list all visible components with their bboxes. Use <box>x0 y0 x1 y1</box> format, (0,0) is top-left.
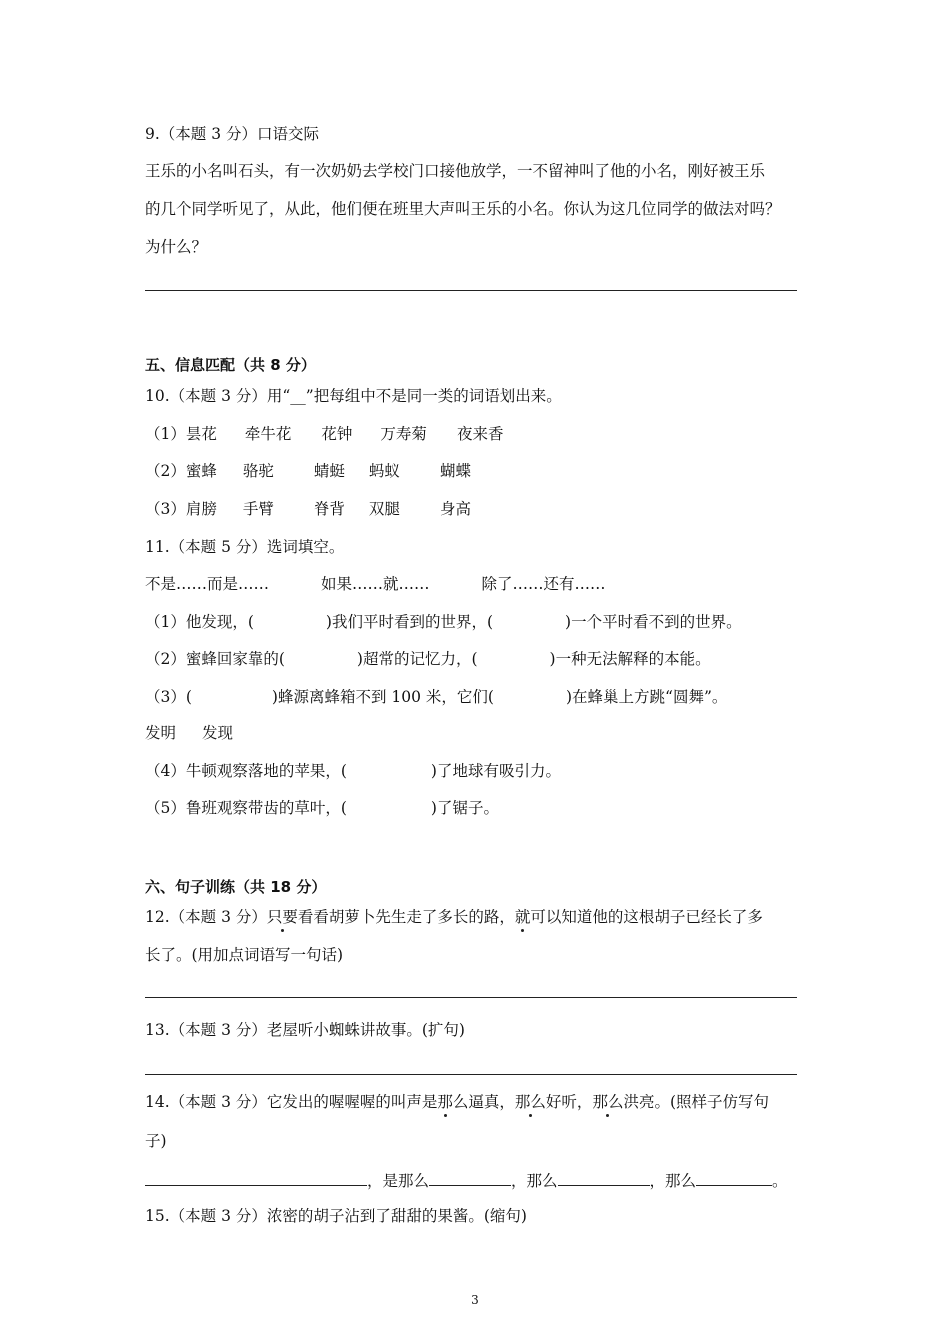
text: )蜂源离蜂箱不到 100 米，它们( <box>271 688 494 706</box>
text: 就 <box>514 908 531 926</box>
q11-word-options <box>145 574 606 594</box>
text: （3）( <box>145 688 192 706</box>
text: 。 <box>772 1172 788 1190</box>
text: （4）牛顿观察落地的苹果，( <box>145 762 347 780</box>
q10-group-1 <box>145 424 503 444</box>
text: （5）鲁班观察带齿的草叶，( <box>145 799 347 817</box>
q14-fill-line <box>145 1169 788 1191</box>
q12-line1 <box>145 907 763 927</box>
word[interactable]: 蜜蜂 <box>185 462 217 480</box>
fill-blank[interactable] <box>558 1169 650 1186</box>
section6-heading: 六、句子训练（共 18 分） <box>145 878 327 896</box>
option: 如果……就…… <box>321 575 430 593</box>
text: 逼真， <box>468 1093 515 1111</box>
fill-blank[interactable] <box>696 1169 772 1186</box>
text: ，那么 <box>511 1172 558 1190</box>
text: )我们平时看到的世界，( <box>325 613 494 631</box>
option: 不是……而是…… <box>145 575 270 593</box>
q13: 13.（本题 3 分）老屋听小蜘蛛讲故事。(扩句) <box>145 1021 465 1039</box>
text: 只要 <box>266 908 298 926</box>
word[interactable]: 蝴蝶 <box>439 462 471 480</box>
text: 洪亮。(照样子仿写句 <box>623 1093 770 1111</box>
text: )了地球有吸引力。 <box>430 762 561 780</box>
q14-line1 <box>145 1092 769 1112</box>
dotted-word <box>422 1092 469 1112</box>
q15: 15.（本题 3 分）浓密的胡子沾到了甜甜的果酱。(缩句) <box>145 1207 527 1225</box>
word[interactable]: 夜来香 <box>456 425 504 443</box>
group-number: （2） <box>145 462 186 480</box>
q11-word-options-2 <box>145 723 233 743</box>
text: 看看胡萝卜先生走了多长的路， <box>297 908 515 926</box>
q10-group-3 <box>145 499 471 519</box>
page-number: 3 <box>471 1293 479 1307</box>
q10-group-2 <box>145 461 471 481</box>
text: 12.（本题 3 分） <box>145 908 267 926</box>
q9-text-line2: 的几个同学听见了，从此，他们便在班里大声叫王乐的小名。你认为这几位同学的做法对吗？ <box>145 200 781 218</box>
q10-title: 10.（本题 3 分）用“__”把每组中不是同一类的词语划出来。 <box>145 387 562 405</box>
option: 发现 <box>202 724 234 742</box>
text: )了锯子。 <box>430 799 499 817</box>
q11-sentence-1 <box>145 612 742 632</box>
q9-text-line1: 王乐的小名叫石头，有一次奶奶去学校门口接他放学，一不留神叫了他的小名，刚好被王乐 <box>145 162 766 180</box>
word[interactable]: 花钟 <box>321 425 353 443</box>
word[interactable]: 蚂蚁 <box>368 462 400 480</box>
q9-title: 9.（本题 3 分）口语交际 <box>145 125 320 143</box>
group-number: （3） <box>145 500 186 518</box>
dotted-word <box>515 907 531 927</box>
text: （1）他发现，( <box>145 613 254 631</box>
q11-sentence-2 <box>145 649 711 669</box>
q13-answer-line[interactable] <box>145 1074 797 1075</box>
text: )一种无法解释的本能。 <box>549 650 711 668</box>
text: )一个平时看不到的世界。 <box>565 613 742 631</box>
word[interactable]: 昙花 <box>185 425 217 443</box>
text: 那么 <box>514 1093 546 1111</box>
q11-sentence-4 <box>145 761 561 781</box>
q14-line2: 子) <box>145 1132 167 1150</box>
word[interactable]: 双腿 <box>368 500 400 518</box>
word[interactable]: 牵牛花 <box>244 425 292 443</box>
text: ，那么 <box>649 1172 697 1190</box>
q11-sentence-3 <box>145 687 727 707</box>
section5-heading: 五、信息匹配（共 8 分） <box>145 356 316 374</box>
q11-title: 11.（本题 5 分）选词填空。 <box>145 538 345 556</box>
dotted-word <box>592 1092 623 1112</box>
word[interactable]: 脊背 <box>313 500 345 518</box>
fill-blank[interactable] <box>429 1169 511 1186</box>
text: 14.（本题 3 分）它发出的喔喔喔的叫声 <box>145 1093 422 1111</box>
text: 那么 <box>592 1093 624 1111</box>
dotted-word <box>267 907 298 927</box>
word[interactable]: 万寿菊 <box>380 425 427 443</box>
text: ，是那么 <box>367 1172 430 1190</box>
q9-answer-line[interactable] <box>145 290 797 291</box>
dotted-word <box>515 1092 546 1112</box>
text: )在蜂巢上方跳“圆舞”。 <box>565 688 728 706</box>
q12-answer-line[interactable] <box>145 997 797 998</box>
word[interactable]: 手臂 <box>242 500 274 518</box>
text: （2）蜜蜂回家靠的( <box>145 650 285 668</box>
text: 是那么 <box>421 1093 469 1111</box>
q12-line2: 长了。(用加点词语写一句话) <box>145 946 344 964</box>
option: 发明 <box>145 724 177 742</box>
text: )超常的记忆力，( <box>356 650 478 668</box>
fill-blank[interactable] <box>145 1169 367 1186</box>
word[interactable]: 身高 <box>439 500 471 518</box>
text: 可以知道他的这根胡子已经长了多 <box>530 908 763 926</box>
word[interactable]: 肩膀 <box>185 500 217 518</box>
text: 好听， <box>545 1093 593 1111</box>
q9-text-line3: 为什么？ <box>145 238 208 256</box>
option: 除了……还有…… <box>481 575 606 593</box>
word[interactable]: 骆驼 <box>242 462 274 480</box>
q11-sentence-5 <box>145 798 499 818</box>
word[interactable]: 蜻蜓 <box>313 462 345 480</box>
group-number: （1） <box>145 425 186 443</box>
